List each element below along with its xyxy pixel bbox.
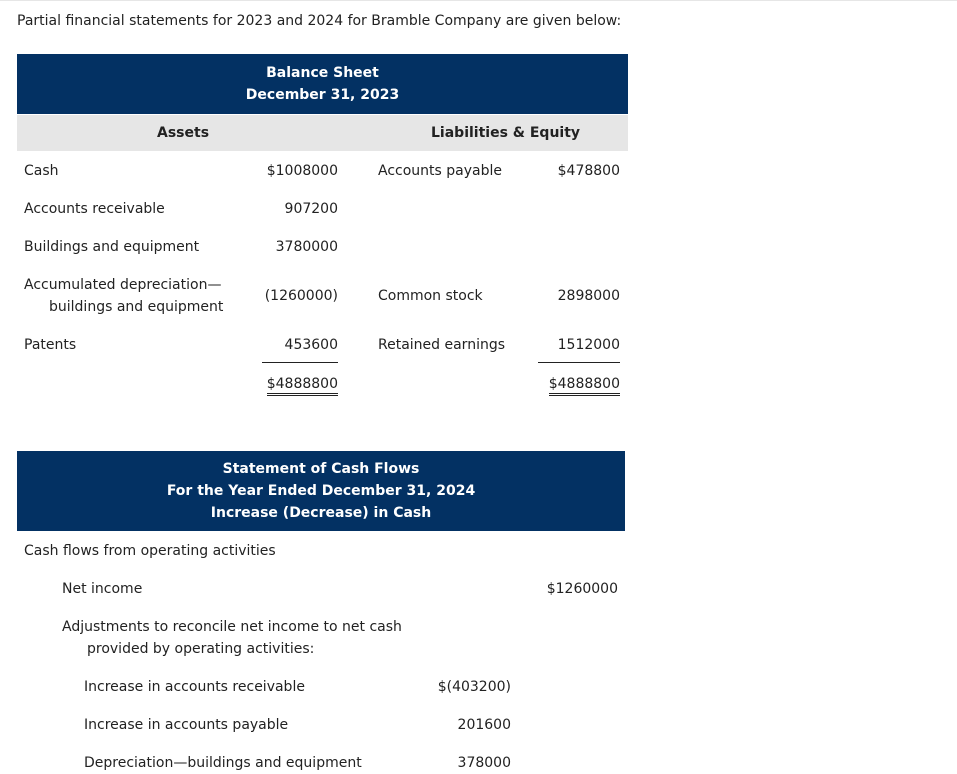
cash-flow-title: Statement of Cash Flows	[222, 461, 420, 477]
net-income-value: $1260000	[546, 581, 618, 597]
top-divider	[0, 0, 957, 1]
adjustment-label: Depreciation—buildings and equipment	[84, 755, 362, 771]
asset-label: Cash	[24, 163, 59, 179]
adjustment-value: 378000	[457, 755, 511, 771]
adjustment-value: $(403200)	[437, 679, 511, 695]
balance-sheet-title: Balance Sheet	[266, 65, 379, 81]
liabilities-header: Liabilities & Equity	[431, 125, 581, 141]
cash-flow-period: For the Year Ended December 31, 2024	[166, 483, 476, 499]
balance-sheet-date: December 31, 2023	[245, 87, 400, 103]
adjustment-value: 201600	[457, 717, 511, 733]
asset-value: (1260000)	[264, 288, 338, 304]
cash-flow-subtitle: Increase (Decrease) in Cash	[210, 505, 432, 521]
liability-label: Accounts payable	[378, 163, 502, 179]
asset-value: 3780000	[275, 239, 338, 255]
asset-label: Accounts receivable	[24, 201, 165, 217]
asset-label: Patents	[24, 337, 77, 353]
liability-value: 1512000	[557, 337, 620, 353]
adjustment-label: Increase in accounts receivable	[84, 679, 305, 695]
liability-label: Common stock	[378, 288, 483, 304]
adjustments-heading: Adjustments to reconcile net income to net cash	[62, 619, 402, 635]
assets-header: Assets	[157, 125, 210, 141]
liability-label: Retained earnings	[378, 337, 506, 353]
adjustments-heading-continued: provided by operating activities:	[87, 641, 315, 657]
assets-total-value: $4888800	[267, 376, 338, 396]
balance-sheet-column-header	[17, 115, 628, 151]
assets-subtotal-rule	[262, 362, 338, 363]
liabilities-total-value: $4888800	[549, 376, 620, 396]
intro-text: Partial financial statements for 2023 and 2024 for Bramble Company are given below:	[17, 13, 622, 29]
asset-value: 907200	[284, 201, 338, 217]
liabilities-total	[518, 375, 620, 393]
adjustment-label: Increase in accounts payable	[84, 717, 289, 733]
net-income-label: Net income	[62, 581, 143, 597]
operating-section-heading: Cash flows from operating activities	[24, 543, 276, 559]
liability-value: 2898000	[557, 288, 620, 304]
cash-flow-banner	[17, 451, 625, 531]
assets-total	[236, 375, 338, 393]
liability-value: $478800	[557, 163, 620, 179]
asset-label: Accumulated depreciation—	[24, 277, 222, 293]
liabilities-subtotal-rule	[538, 362, 620, 363]
asset-label: Buildings and equipment	[24, 239, 200, 255]
asset-label-continued: buildings and equipment	[49, 299, 224, 315]
asset-value: 453600	[284, 337, 338, 353]
balance-sheet-banner	[17, 54, 628, 114]
asset-value: $1008000	[266, 163, 338, 179]
